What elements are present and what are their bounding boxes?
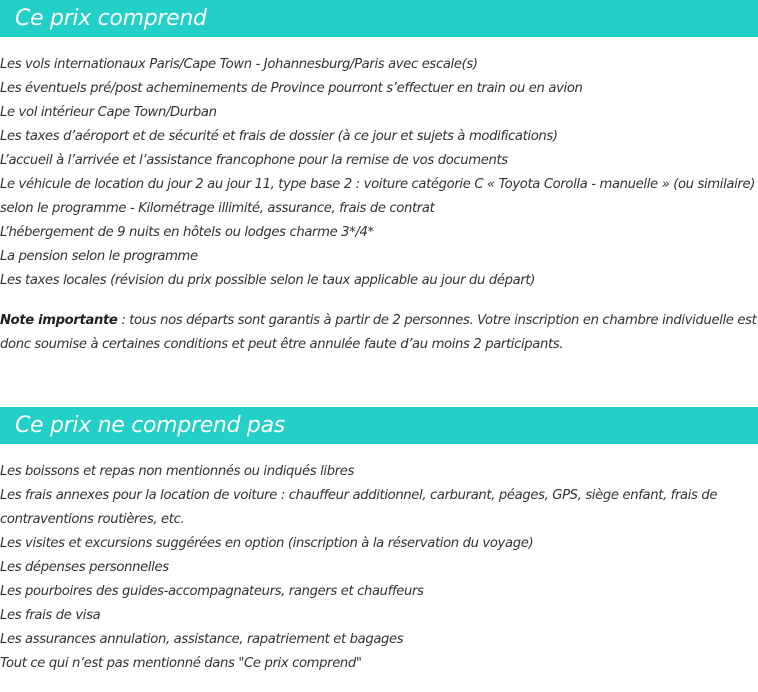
list-item: Les vols internationaux Paris/Cape Town - Johannesburg/Paris avec escale(s) — [0, 57, 478, 72]
included-header — [0, 0, 758, 37]
list-item: Les visites et excursions suggérées en option (inscription à la réservation du voyage) — [0, 536, 534, 551]
important-note — [0, 309, 758, 357]
list-item: Les taxes locales (révision du prix possible selon le taux applicable au jour du départ) — [0, 273, 535, 288]
excluded-header — [0, 407, 758, 444]
list-item: Les frais annexes pour la location de voiture : chauffeur additionnel, carburant, péages, GPS, siège enfant, frais de — [0, 488, 718, 503]
list-item: Les frais de visa — [0, 608, 101, 623]
note-line-2: donc soumise à certaines conditions et peut être annulée faute d’au moins 2 participants. — [0, 337, 564, 352]
list-item: L’hébergement de 9 nuits en hôtels ou lodges charme 3*/4* — [0, 225, 374, 240]
note-text-1: : tous nos départs sont garantis à partir de 2 personnes. Votre inscription en chambre individuelle est — [117, 313, 757, 328]
list-item: Le vol intérieur Cape Town/Durban — [0, 105, 217, 120]
list-item: contraventions routières, etc. — [0, 512, 185, 527]
note-label: Note importante — [0, 313, 118, 328]
list-item: Tout ce qui n’est pas mentionné dans "Ce prix comprend" — [0, 656, 362, 671]
list-item: selon le programme - Kilométrage illimité, assurance, frais de contrat — [0, 201, 435, 216]
included-list — [0, 53, 758, 293]
list-item: Les boissons et repas non mentionnés ou indiqués libres — [0, 464, 355, 479]
list-item: Les dépenses personnelles — [0, 560, 169, 575]
list-item: Les pourboires des guides-accompagnateurs, rangers et chauffeurs — [0, 584, 424, 599]
list-item: Les éventuels pré/post acheminements de Province pourront s’effectuer en train ou en avion — [0, 81, 583, 96]
note-line-1 — [0, 309, 758, 333]
list-item: La pension selon le programme — [0, 249, 198, 264]
list-item: Les taxes d’aéroport et de sécurité et frais de dossier (à ce jour et sujets à modifications) — [0, 129, 558, 144]
list-item: L’accueil à l’arrivée et l’assistance francophone pour la remise de vos documents — [0, 153, 508, 168]
list-item: Le véhicule de location du jour 2 au jour 11, type base 2 : voiture catégorie C « Toyota Corolla - manuelle » (ou similaire) — [0, 177, 755, 192]
excluded-title: Ce prix ne comprend pas — [15, 412, 285, 438]
excluded-list — [0, 460, 758, 676]
included-title: Ce prix comprend — [15, 5, 207, 31]
list-item: Les assurances annulation, assistance, rapatriement et bagages — [0, 632, 404, 647]
